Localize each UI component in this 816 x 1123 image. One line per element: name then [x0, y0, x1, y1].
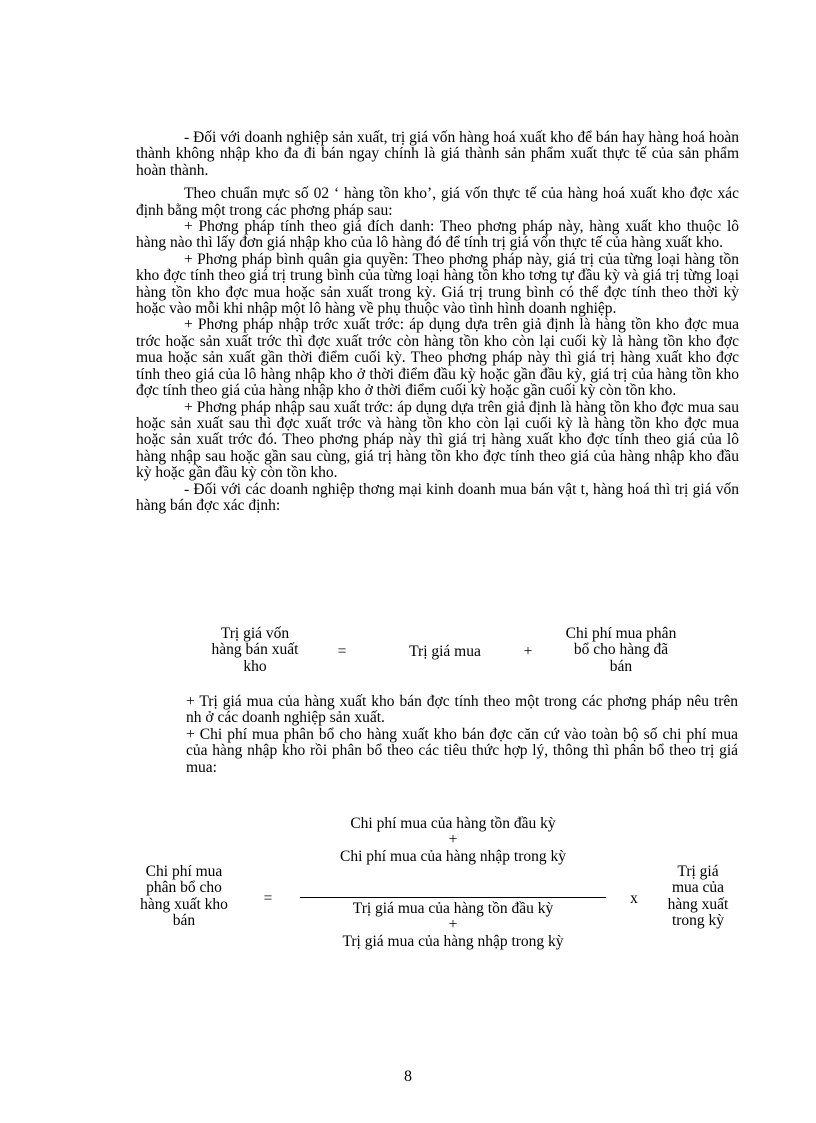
formula-left-term: Chi phí mua phân bổ cho hàng xuất kho bán [140, 863, 228, 930]
formula-right-term: Trị giá mua của hàng xuất trong kỳ [667, 863, 729, 930]
equals-sign: = [337, 643, 347, 660]
body-text [136, 130, 739, 514]
formula-right-term: Chi phí mua phân bổ cho hàng đã bán [565, 625, 677, 675]
paragraph: + Trị giá mua của hàng xuất kho bán đợc tính theo một trong các phơng pháp nêu trên nh ở các doanh nghiệp sản xuất. [186, 693, 738, 727]
paragraph: + Phơng pháp nhập sau xuất trớc: áp dụng dựa trên giả định là hàng tồn kho đợc mua sau hoặc sản xuất sau thì đợc xuất trớc và hàng tồn kho còn lại cuối kỳ là hàng tồn kho đợc mua hoặc sản xuất trớc đó. Theo phơng pháp này thì giá trị hàng xuất kho đợc tính theo giá của lô hàng nhập sau hoặc gần sau cùng, giá trị hàng tồn kho đợc tính theo giá của hàng nhập kho đầu kỳ hoặc gần đầu kỳ còn tồn kho. [136, 398, 739, 482]
times-sign: x [630, 890, 638, 907]
paragraph: - Đối với doanh nghiệp sản xuất, trị giá vốn hàng hoá xuất kho để bán hay hàng hoá hoàn thành không nhập kho đa đi bán ngay chính là giá thành sản phẩm xuất thực tế của sản phẩm hoàn thành. [136, 129, 739, 179]
paragraph: + Phơng pháp bình quân gia quyền: Theo phơng pháp này, giá trị của từng loại hàng tồn kho đợc tính theo giá trị trung bình của từng loại hàng tồn kho tơng tự đầu kỳ và giá trị từng loại hàng tồn kho đợc mua hoặc sản xuất trong kỳ. Giá trị trung bình có thể đợc tính theo thời kỳ hoặc vào mỗi khi nhập một lô hàng về phụ thuộc vào tình hình doanh nghiệp. [136, 250, 739, 318]
formula-cost-of-goods [0, 626, 816, 684]
paragraph: - Đối với các doanh nghiệp thơng mại kinh doanh mua bán vật t, hàng hoá thì trị giá vốn hàng bán đợc xác định: [136, 480, 739, 514]
fraction-denominator: Trị giá mua của hàng tồn đầu kỳ + Trị giá mua của hàng nhập trong kỳ [342, 900, 564, 950]
paragraph: + Phơng pháp tính theo giá đích danh: Theo phơng pháp này, hàng xuất kho thuộc lô hàng nào thì lấy đơn giá nhập kho của lô hàng đó để tính trị giá vốn thực tế của hàng xuất kho. [136, 218, 739, 252]
plus-sign: + [523, 643, 533, 660]
paragraph: + Phơng pháp nhập trớc xuất trớc: áp dụng dựa trên giả định là hàng tồn kho đợc mua trớc hoặc sản xuất trớc thì đợc xuất trớc còn hàng tồn kho còn lại cuối kỳ là hàng tồn kho đợc mua hoặc sản xuất gần thời điểm cuối kỳ. Theo phơng pháp này thì giá trị hàng xuất kho đợc tính theo giá của lô hàng nhập kho ở thời điểm đầu kỳ hoặc gần đầu kỳ, giá trị của hàng tồn kho đợc tính theo giá của hàng nhập kho ở thời điểm cuối kỳ hoặc gần cuối kỳ còn tồn kho. [136, 316, 739, 400]
formula-left-term: Trị giá vốn hàng bán xuất kho [211, 625, 299, 675]
fraction-numerator: Chi phí mua của hàng tồn đầu kỳ + Chi phí mua của hàng nhập trong kỳ [340, 815, 566, 865]
paragraph: + Chi phí mua phân bổ cho hàng xuất kho bán đợc căn cứ vào toàn bộ số chi phí mua của hàng nhập kho rồi phân bổ theo các tiêu thức hợp lý, thông thì phân bổ theo trị giá mua: [186, 725, 738, 776]
formula-middle-term: Trị giá mua [409, 643, 481, 660]
formula-purchase-cost-allocation [0, 812, 816, 972]
equals-sign: = [263, 890, 273, 907]
sub-text [186, 694, 738, 776]
page-number: 8 [404, 1068, 412, 1085]
fraction-bar [300, 897, 606, 898]
paragraph: Theo chuẩn mực số 02 ‘ hàng tồn kho’, giá vốn thực tế của hàng hoá xuất kho đợc xác định bằng một trong các phơng pháp sau: [136, 185, 739, 219]
